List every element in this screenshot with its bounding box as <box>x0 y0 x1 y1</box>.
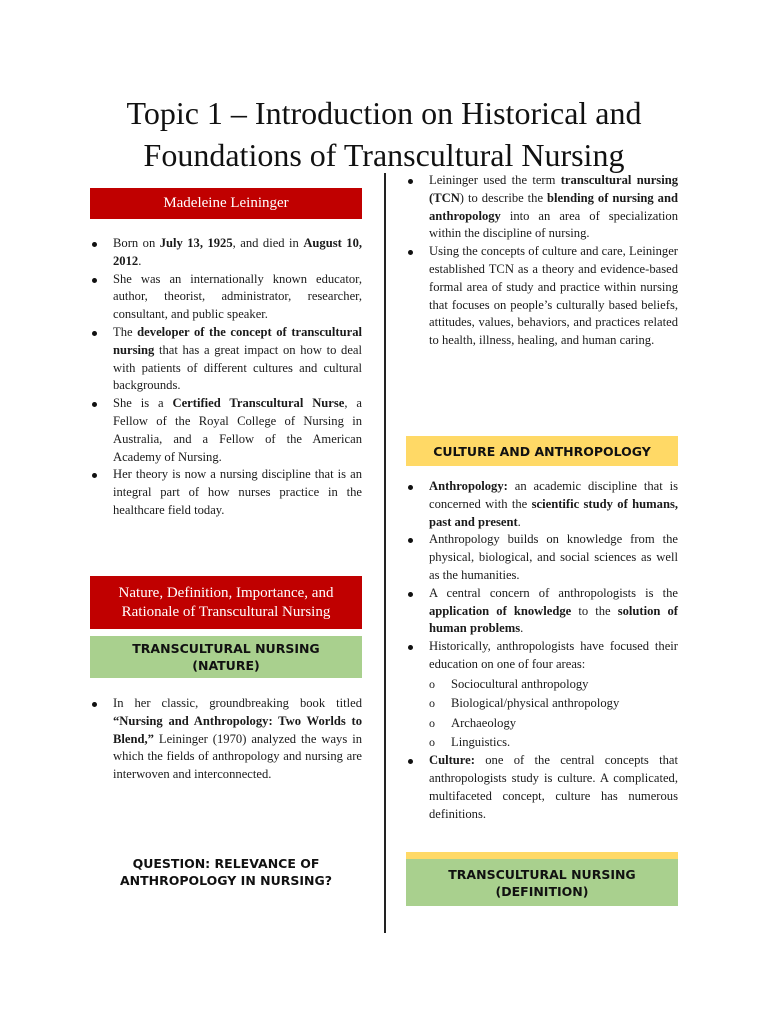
text: She is a <box>113 396 173 411</box>
nature-list <box>90 695 362 784</box>
biography-list <box>90 235 362 520</box>
bold-text: solution of human problems <box>429 603 678 636</box>
page-title-line-1: Topic 1 – Introduction on Historical and <box>126 95 642 131</box>
text: Born on <box>113 236 160 250</box>
text: Anthropology builds on knowledge from the physical, biological, and social sciences as well as the humanities. <box>429 532 678 582</box>
page-title-line-2: Foundations of Transcultural Nursing <box>143 137 625 173</box>
column-divider <box>384 173 386 933</box>
bullet-item <box>90 271 362 324</box>
nature-definition-header-line-1: Nature, Definition, Importance, and <box>118 584 334 601</box>
bullet-item <box>406 478 678 531</box>
text: one of the central concepts that anthropologists study is culture. A complicated, multifaceted concept, culture has numerous definitions. <box>429 753 678 821</box>
bullet-item <box>90 466 362 519</box>
text: an academic discipline that is concerned with the <box>429 479 678 511</box>
bold-text: blending of nursing and anthropology <box>429 190 678 223</box>
text: Using the concepts of culture and care, Leininger established TCN as a theory and evidence-based formal area of study and practice within nursing that focuses on people’s culturally based beliefs, attitudes, values, behaviors, and practices related to health, illness, healing, and human caring. <box>429 244 678 348</box>
tn-definition-header-line-1: TRANSCULTURAL NURSING <box>448 866 636 882</box>
text: , a Fellow of the Royal College of Nursing in Australia, and a Fellow of the American Academy of Nursing. <box>113 396 363 464</box>
text: A central concern of anthropologists is the <box>429 585 678 600</box>
page-title <box>0 92 768 176</box>
bullet-item <box>90 695 362 784</box>
sub-list-item: o Sociocultural anthropology <box>429 675 678 694</box>
bold-text: “Nursing and Anthropology: Two Worlds to Blend,” <box>113 713 362 746</box>
question-line-1: QUESTION: RELEVANCE OF <box>132 856 320 871</box>
bullet-item <box>406 752 678 823</box>
bold-text: Certified Transcultural Nurse <box>172 396 345 411</box>
bold-text: July 13, 1925 <box>159 236 233 250</box>
nature-definition-header-line-2: Rationale of Transcultural Nursing <box>121 603 331 620</box>
sub-list <box>429 675 678 753</box>
bold-text: developer of the concept of transcultural nursing <box>113 324 362 357</box>
bullet-item <box>406 243 678 350</box>
nature-definition-header <box>90 576 362 629</box>
culture-anthropology-list <box>406 478 678 824</box>
bullet-item <box>90 395 362 466</box>
text: The <box>113 324 138 339</box>
sub-list-item: o Biological/physical anthropology <box>429 694 678 713</box>
question-line-2: ANTHROPOLOGY IN NURSING? <box>119 873 333 888</box>
text: Leininger (1970) analyzed the ways in which the fields of anthropology and nursing are interwoven and interconnected. <box>113 731 362 782</box>
text: , and died in <box>232 236 304 250</box>
text: to the <box>571 603 618 618</box>
text: . <box>517 514 521 529</box>
text: that has a great impact on how to deal with patients of different cultures and cultural backgrounds. <box>113 342 362 393</box>
bullet-item <box>406 531 678 584</box>
text: ) to describe the <box>459 190 548 205</box>
bold-text: Anthropology: <box>429 479 508 493</box>
text: . <box>520 621 524 636</box>
bold-text: application of knowledge <box>429 603 572 618</box>
bullet-item <box>406 585 678 638</box>
tcn-list <box>406 172 678 350</box>
bold-text: Culture: <box>429 753 475 768</box>
bold-text: scientific study of humans, past and present <box>429 496 678 529</box>
text: Her theory is now a nursing discipline that is an integral part of how nurses practice in the healthcare field today. <box>113 467 362 517</box>
text: . <box>138 253 142 268</box>
transcultural-nursing-nature-header <box>90 636 362 678</box>
text: She was an internationally known educator, author, theorist, administrator, researcher, consultant, and public speaker. <box>113 271 362 322</box>
tn-nature-header-line-2: (NATURE) <box>192 658 260 673</box>
bold-text: August 10, 2012 <box>113 236 363 268</box>
sub-list-item: o Linguistics. <box>429 733 678 752</box>
bullet-item <box>90 235 362 271</box>
sub-list-item: o Archaeology <box>429 714 678 733</box>
transcultural-nursing-definition-header <box>406 852 678 906</box>
text: In her classic, groundbreaking book titled <box>113 696 362 710</box>
text: into an area of specialization within the discipline of nursing. <box>429 208 678 241</box>
text: Leininger used the term <box>429 173 561 187</box>
madeleine-leininger-header: Madeleine Leininger <box>90 188 362 219</box>
tn-definition-header-line-2: (DEFINITION) <box>495 883 589 899</box>
question-heading <box>90 855 362 889</box>
tn-nature-header-line-1: TRANSCULTURAL NURSING <box>132 641 320 656</box>
text: Historically, anthropologists have focused their education on one of four areas: <box>429 639 678 671</box>
bullet-item <box>406 172 678 243</box>
culture-anthropology-header: CULTURE AND ANTHROPOLOGY <box>406 436 678 466</box>
bullet-item <box>90 324 362 395</box>
bullet-item <box>406 638 678 752</box>
bold-text: transcultural nursing (TCN <box>429 173 678 205</box>
